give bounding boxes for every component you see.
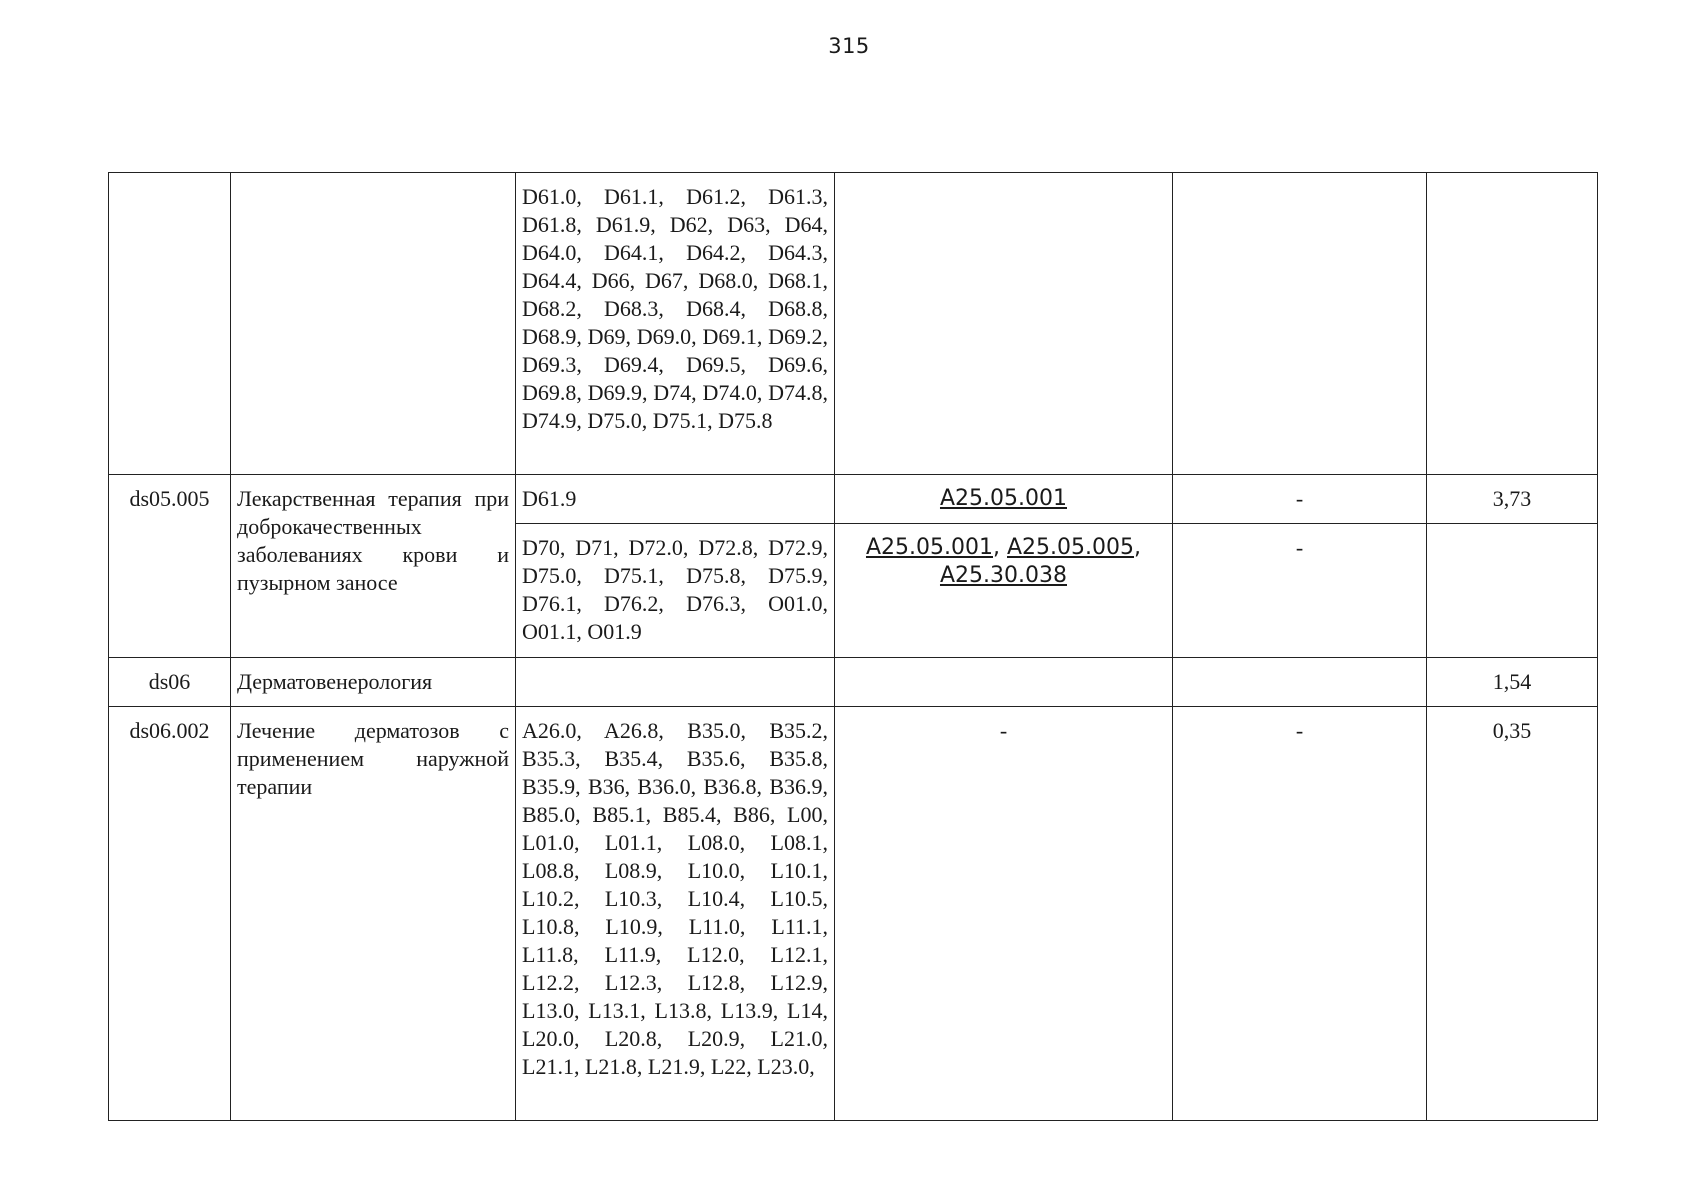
table-row [109, 707, 1598, 1121]
other-criteria-cell: - [1173, 475, 1427, 524]
tariff-table [108, 172, 1598, 1121]
diagnosis-codes-cell: D70, D71, D72.0, D72.8, D72.9, D75.0, D75.1, D75.8, D75.9, D76.1, D76.2, D76.3, O01.0, O01.1, O01.9 [516, 524, 835, 658]
other-criteria-cell: - [1173, 707, 1427, 1121]
coefficient-cell: 1,54 [1427, 658, 1598, 707]
group-name-cell: Лечение дерматозов с применением наружной терапии [231, 707, 516, 1121]
diagnosis-codes-cell: A26.0, A26.8, B35.0, B35.2, B35.3, B35.4, B35.6, B35.8, B35.9, B36, B36.0, B36.8, B36.9, B85.0, B85.1, B85.4, B86, L00, L01.0, L01.1, L08.0, L08.1, L08.8, L08.9, L10.0, L10.1, L10.2, L10.3, L10.4, L10.5, L10.8, L10.9, L11.0, L11.1, L11.8, L11.9, L12.0, L12.1, L12.2, L12.3, L12.8, L12.9, L13.0, L13.1, L13.8, L13.9, L14, L20.0, L20.8, L20.9, L21.0, L21.1, L21.8, L21.9, L22, L23.0, [516, 707, 835, 1121]
diagnosis-codes-cell [516, 658, 835, 707]
group-name-cell: Дерматовенерология [231, 658, 516, 707]
coefficient-cell [1427, 173, 1598, 475]
diagnosis-codes-cell: D61.9 [516, 475, 835, 524]
service-code-link[interactable]: A25.05.005 [1007, 535, 1135, 560]
group-name-cell: Лекарственная терапия при доброкачественных заболеваниях крови и пузырном заносе [231, 475, 516, 658]
service-codes-cell: A25.05.001, A25.05.005, A25.30.038 [835, 524, 1173, 658]
group-name-cell [231, 173, 516, 475]
table-row [109, 173, 1598, 475]
other-criteria-cell [1173, 173, 1427, 475]
group-code-cell: ds06 [109, 658, 231, 707]
service-codes-cell [835, 658, 1173, 707]
service-codes-cell: - [835, 707, 1173, 1121]
coefficient-cell [1427, 524, 1598, 658]
diagnosis-codes-cell: D61.0, D61.1, D61.2, D61.3, D61.8, D61.9, D62, D63, D64, D64.0, D64.1, D64.2, D64.3, D64.4, D66, D67, D68.0, D68.1, D68.2, D68.3, D68.4, D68.8, D68.9, D69, D69.0, D69.1, D69.2, D69.3, D69.4, D69.5, D69.6, D69.8, D69.9, D74, D74.0, D74.8, D74.9, D75.0, D75.1, D75.8 [516, 173, 835, 475]
service-code-link[interactable]: A25.05.001 [865, 535, 993, 560]
service-codes-cell [835, 173, 1173, 475]
group-code-cell: ds05.005 [109, 475, 231, 658]
service-code-link[interactable]: A25.30.038 [939, 563, 1067, 588]
page-number: 315 [828, 34, 870, 58]
coefficient-cell: 3,73 [1427, 475, 1598, 524]
table-row [109, 658, 1598, 707]
group-code-cell [109, 173, 231, 475]
group-code-cell: ds06.002 [109, 707, 231, 1121]
coefficient-cell: 0,35 [1427, 707, 1598, 1121]
service-codes-cell [835, 475, 1173, 524]
service-code-link[interactable]: A25.05.001 [939, 486, 1067, 511]
other-criteria-cell [1173, 658, 1427, 707]
other-criteria-cell: - [1173, 524, 1427, 658]
table-row [109, 475, 1598, 524]
